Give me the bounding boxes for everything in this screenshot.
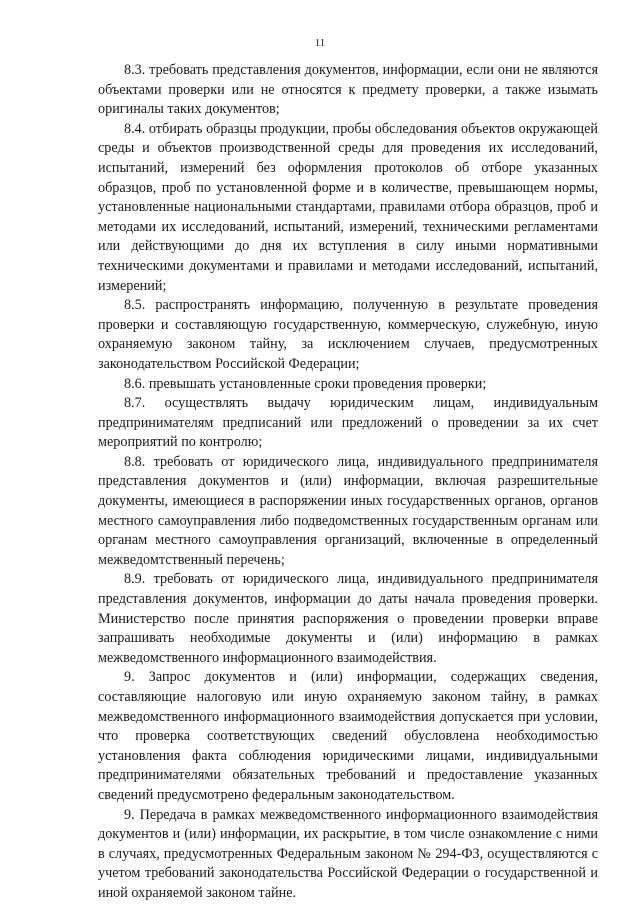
document-body bbox=[98, 61, 598, 904]
paragraph-8-3: 8.3. требовать представления документов, информации, если они не являются объектами проверки или не относятся к предмету проверки, а также изымать оригиналы таких документов; bbox=[98, 62, 598, 118]
paragraph-8-8: 8.8. требовать от юридического лица, индивидуального предпринимателя представления документов и (или) информации, включая разрешительные документы, имеющиеся в распоряжении иных государственных органов, органов местного самоуправления либо подведомственных государственным органам или органам местного самоуправления организаций, включенные в определенный межведомтственный перечень; bbox=[98, 453, 598, 568]
paragraph-8-9: 8.9. требовать от юридического лица, индивидуального предпринимателя представления документов, информации до даты начала проведения проверки. Министерство после принятия распоряжения о проведении проверки вправе запрашивать необходимые документы и (или) информацию в рамках межведомственного информационного взаимодействия. bbox=[98, 571, 598, 666]
page-number: 11 bbox=[314, 37, 326, 49]
paragraph-8-7: 8.7. осуществлять выдачу юридическим лицам, индивидуальным предпринимателям предписаний или предложений о проведении за их счет мероприятий по контролю; bbox=[98, 395, 598, 451]
paragraph-9-transfer: 9. Передача в рамках межведомственного информационного взаимодействия документов и (или) информации, их раскрытие, в том числе ознакомление с ними в случаях, предусмотренных Федеральным законом № 294-ФЗ, осуществляются с учетом требований законодательства Российской Федерации о государственной и иной охраняемой законом тайне. bbox=[98, 806, 598, 901]
paragraph-8-4: 8.4. отбирать образцы продукции, пробы обследования объектов окружающей среды и объектов производственной среды для проведения их исследований, испытаний, измерений без оформления протоколов об отборе указанных образцов, проб по установленной форме и в количестве, превышающем нормы, установленные национальными стандартами, правилами отбора образцов, проб и методами их исследований, испытаний, измерений, техническими регламентами или действующими до дня их вступления в силу иными нормативными техническими документами и правилами и методами исследований, испытаний, измерений; bbox=[98, 120, 598, 294]
paragraph-8-5: 8.5. распространять информацию, полученную в результате проведения проверки и составляющую государственную, коммерческую, служебную, иную охраняемую законом тайну, за исключением случаев, предусмотренных законодательством Российской Федерации; bbox=[98, 297, 598, 372]
paragraph-8-6: 8.6. превышать установленные сроки проведения проверки; bbox=[124, 375, 487, 392]
paragraph-9-request: 9. Запрос документов и (или) информации, содержащих сведения, составляющие налоговую или иную охраняемую законом тайну, в рамках межведомственного информационного взаимодействия допускается при условии, что проверка соответствующих сведений обусловлена необходимостью установления факта соблюдения юридическими лицами, индивидуальными предпринимателями обязательных требований и предоставление указанных сведений предусмотрено федеральным законодательством. bbox=[98, 669, 598, 803]
